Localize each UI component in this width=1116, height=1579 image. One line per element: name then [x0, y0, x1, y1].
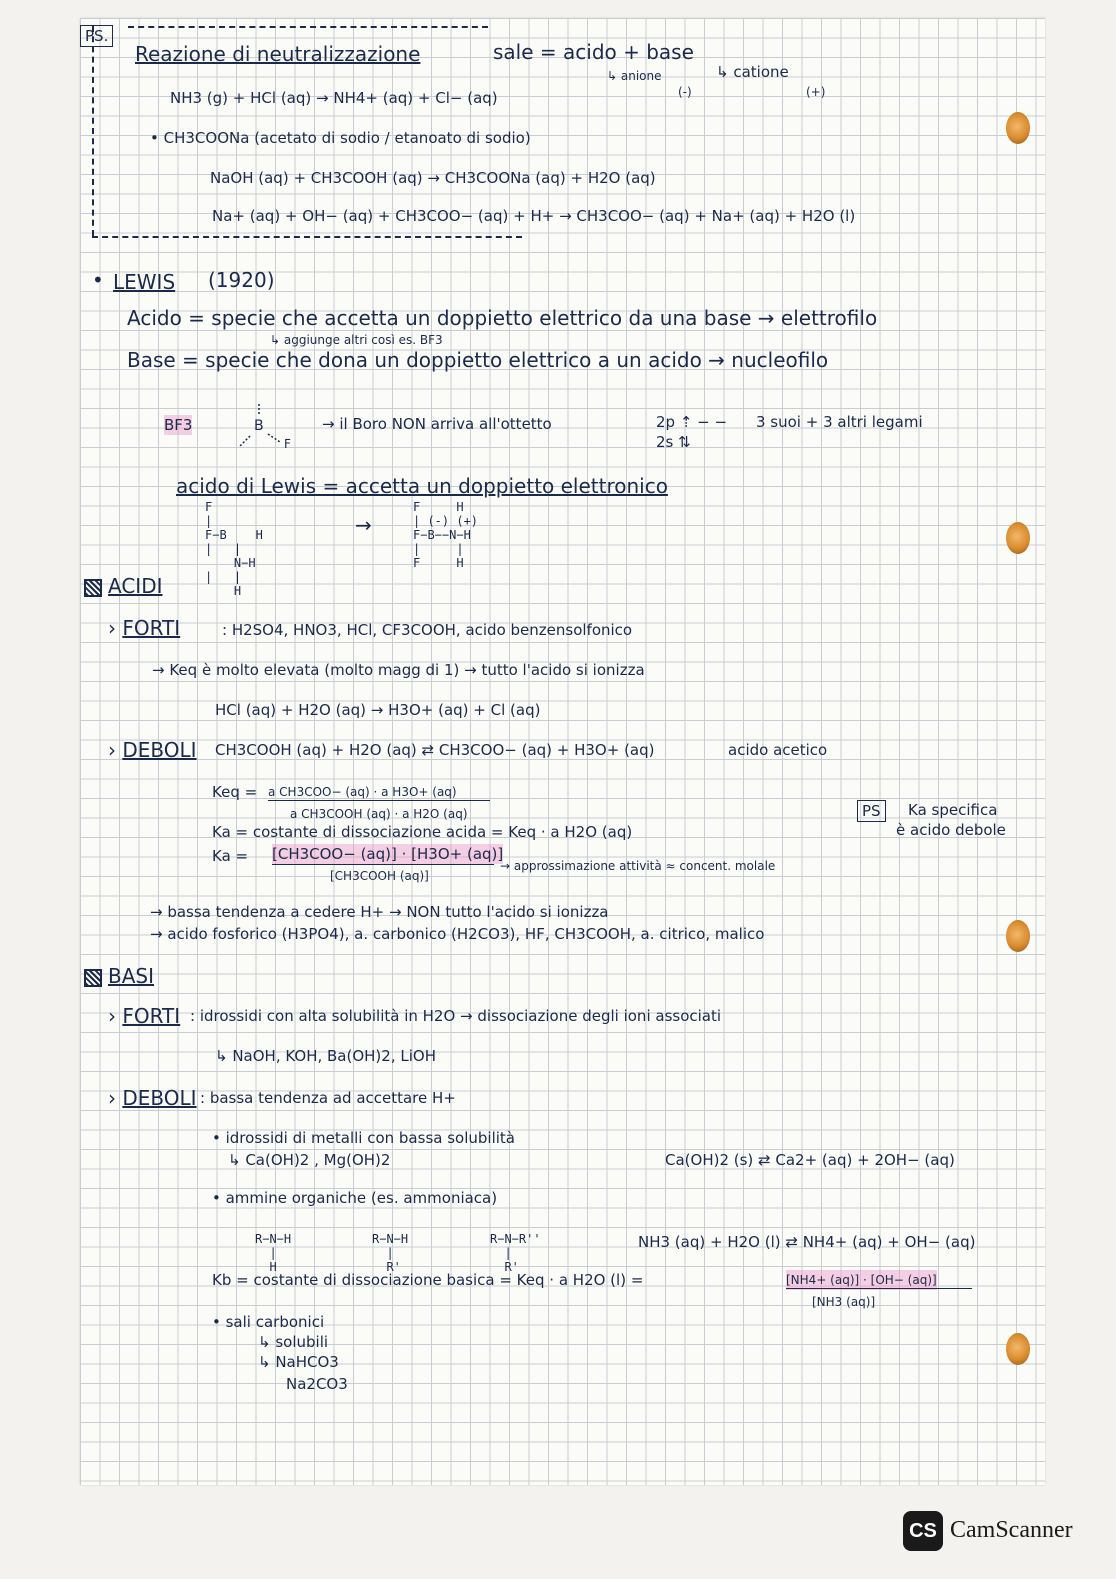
acids-strong-label: FORTI: [122, 616, 181, 640]
neutralization-eq-2: NaOH (aq) + CH3COOH (aq) → CH3COONa (aq) + H2O (aq): [210, 169, 656, 187]
bases-strong-list: ↳ NaOH, KOH, Ba(OH)2, LiOH: [215, 1047, 436, 1065]
camscanner-brand: CamScanner: [950, 1517, 1073, 1543]
checkbox-icon: [84, 969, 102, 987]
ps-box-border-top: [128, 26, 488, 28]
carbonates-label: • sali carbonici: [212, 1313, 325, 1331]
bases-heading: [84, 966, 154, 987]
bf3-label: BF3: [164, 416, 193, 434]
ps-box-border-left: [92, 26, 94, 236]
orbital-2p: 2p ⇡ − −: [656, 413, 728, 431]
bf3-structure-icon: [228, 392, 308, 462]
cation-note: ↳ catione: [716, 63, 789, 81]
chevron-right-icon: ›: [108, 616, 116, 640]
svg-text:F: F: [284, 437, 291, 451]
lewis-acid-def: Acido = specie che accetta un doppietto elettrico da una base → elettrofilo: [127, 306, 878, 330]
bases-strong-def: : idrossidi con alta solubilità in H2O → dissociazione degli ioni associati: [190, 1007, 722, 1025]
acids-strong-eq: HCl (aq) + H2O (aq) → H3O+ (aq) + Cl (aq): [215, 701, 541, 719]
carbonates-nahco3: ↳ NaHCO3: [258, 1353, 339, 1371]
orbital-2s: 2s ⇅: [656, 433, 691, 451]
ka-definition: Ka = costante di dissociazione acida = Keq · a H2O (aq): [212, 823, 633, 841]
ka-fraction-bar: [272, 864, 494, 865]
keq-lhs: Keq =: [212, 783, 258, 801]
primary-amine: R−N−H | H: [255, 1232, 292, 1274]
chevron-right-icon: ›: [108, 738, 116, 762]
acids-weak-eq: CH3COOH (aq) + H2O (aq) ⇄ CH3COO− (aq) + H3O+ (aq): [215, 741, 655, 759]
kb-definition: Kb = costante di dissociazione basica = Keq · a H2O (l) =: [212, 1271, 644, 1289]
checkbox-icon: [84, 579, 102, 597]
ka-approximation: → approssimazione attività ≈ concent. molale: [500, 859, 776, 873]
svg-text:B: B: [254, 418, 264, 434]
ps-tag: PS.: [80, 25, 113, 47]
ka-denominator: [CH3COOH (aq)]: [330, 869, 429, 883]
kb-denominator: [NH3 (aq)]: [812, 1295, 876, 1309]
tertiary-amine: R−N−R'' | R': [490, 1232, 541, 1274]
bf3-note: → il Boro NON arriva all'ottetto: [322, 415, 552, 433]
ps-box-border-bottom: [92, 236, 522, 238]
amines-label: • ammine organiche (es. ammoniaca): [212, 1189, 498, 1207]
lewis-year: (1920): [208, 268, 275, 292]
ps-definition: sale = acido + base: [493, 40, 694, 64]
amine-eq: NH3 (aq) + H2O (l) ⇄ NH4+ (aq) + OH− (aq): [638, 1233, 976, 1251]
acids-weak-label-row: [108, 740, 197, 760]
carbonates-na2co3: Na2CO3: [286, 1375, 348, 1393]
hydroxides-label: • idrossidi di metalli con bassa solubilità: [212, 1129, 515, 1147]
lewis-title: LEWIS: [113, 270, 176, 294]
bases-strong-label: FORTI: [122, 1004, 181, 1028]
keq-fraction-bar: [268, 800, 490, 801]
neutralization-eq-1: NH3 (g) + HCl (aq) → NH4+ (aq) + Cl− (aq): [170, 89, 498, 107]
ps-note-2: è acido debole: [896, 821, 1006, 839]
bases-strong-label-row: [108, 1006, 180, 1026]
acetate-label: • CH3COONa (acetato di sodio / etanoato di sodio): [150, 129, 531, 147]
lewis-acid-note: ↳ aggiunge altri così es. BF3: [270, 333, 443, 347]
ps-tag-2: PS: [857, 800, 886, 822]
bases-weak-label-row: [108, 1088, 197, 1108]
hydroxides-list: ↳ Ca(OH)2 , Mg(OH)2: [228, 1151, 391, 1169]
camscanner-logo-icon: CS: [903, 1511, 943, 1551]
bases-weak-label: DEBOLI: [122, 1086, 197, 1110]
lewis-bullet: •: [92, 268, 104, 292]
reaction-arrow: →: [355, 513, 372, 537]
keq-denominator: a CH3COOH (aq) · a H2O (aq): [290, 807, 468, 821]
lewis-acid-title: acido di Lewis = accetta un doppietto elettronico: [176, 474, 668, 498]
chevron-right-icon: ›: [108, 1004, 116, 1028]
ps-note-1: Ka specifica: [908, 801, 998, 819]
keq-numerator: a CH3COO− (aq) · a H3O+ (aq): [268, 785, 457, 799]
binder-hole: [1006, 522, 1030, 554]
ps-title: Reazione di neutralizzazione: [135, 42, 421, 66]
cation-sign: (+): [806, 85, 826, 99]
acids-tendency: → bassa tendenza a cedere H+ → NON tutto l'acido si ionizza: [150, 903, 609, 921]
bf3-nh3-reactants: F | F−B H | | N−H | | H: [205, 500, 263, 598]
acids-strong-keq: → Keq è molto elevata (molto magg di 1) → tutto l'acido si ionizza: [152, 661, 645, 679]
bf3-nh3-adduct: F H | (-) (+) F−B−−N−H | | F H: [413, 500, 479, 570]
orbital-note: 3 suoi + 3 altri legami: [756, 413, 923, 431]
binder-hole: [1006, 1333, 1030, 1365]
anion-sign: (-): [678, 85, 692, 99]
acids-strong-list: : H2SO4, HNO3, HCl, CF3COOH, acido benzensolfonico: [222, 621, 633, 639]
neutralization-eq-3: Na+ (aq) + OH− (aq) + CH3COO− (aq) + H+ → CH3COO− (aq) + Na+ (aq) + H2O (l): [212, 207, 856, 225]
acids-weak-name: acido acetico: [728, 741, 828, 759]
anion-note: ↳ anione: [607, 69, 662, 83]
kb-numerator: [NH4+ (aq)] · [OH− (aq)]: [786, 1270, 937, 1290]
kb-fraction-bar: [786, 1288, 972, 1289]
acids-strong-label-row: [108, 618, 180, 638]
carbonates-soluble: ↳ solubili: [258, 1333, 329, 1351]
ka-lhs: Ka =: [212, 847, 249, 865]
lewis-base-def: Base = specie che dona un doppietto elettrico a un acido → nucleofilo: [127, 348, 829, 372]
acids-examples: → acido fosforico (H3PO4), a. carbonico (H2CO3), HF, CH3COOH, a. citrico, malico: [150, 925, 765, 943]
chevron-right-icon: ›: [108, 1086, 116, 1110]
bases-title: BASI: [108, 964, 154, 988]
binder-hole: [1006, 920, 1030, 952]
bases-weak-def: : bassa tendenza ad accettare H+: [200, 1089, 456, 1107]
acids-weak-label: DEBOLI: [122, 738, 197, 762]
hydroxides-eq: Ca(OH)2 (s) ⇄ Ca2+ (aq) + 2OH− (aq): [665, 1151, 955, 1169]
acids-title: ACIDI: [108, 574, 163, 598]
binder-hole: [1006, 112, 1030, 144]
secondary-amine: R−N−H | R': [372, 1232, 409, 1274]
acids-heading: [84, 576, 163, 597]
ka-numerator: [CH3COO− (aq)] · [H3O+ (aq)]: [272, 845, 504, 863]
